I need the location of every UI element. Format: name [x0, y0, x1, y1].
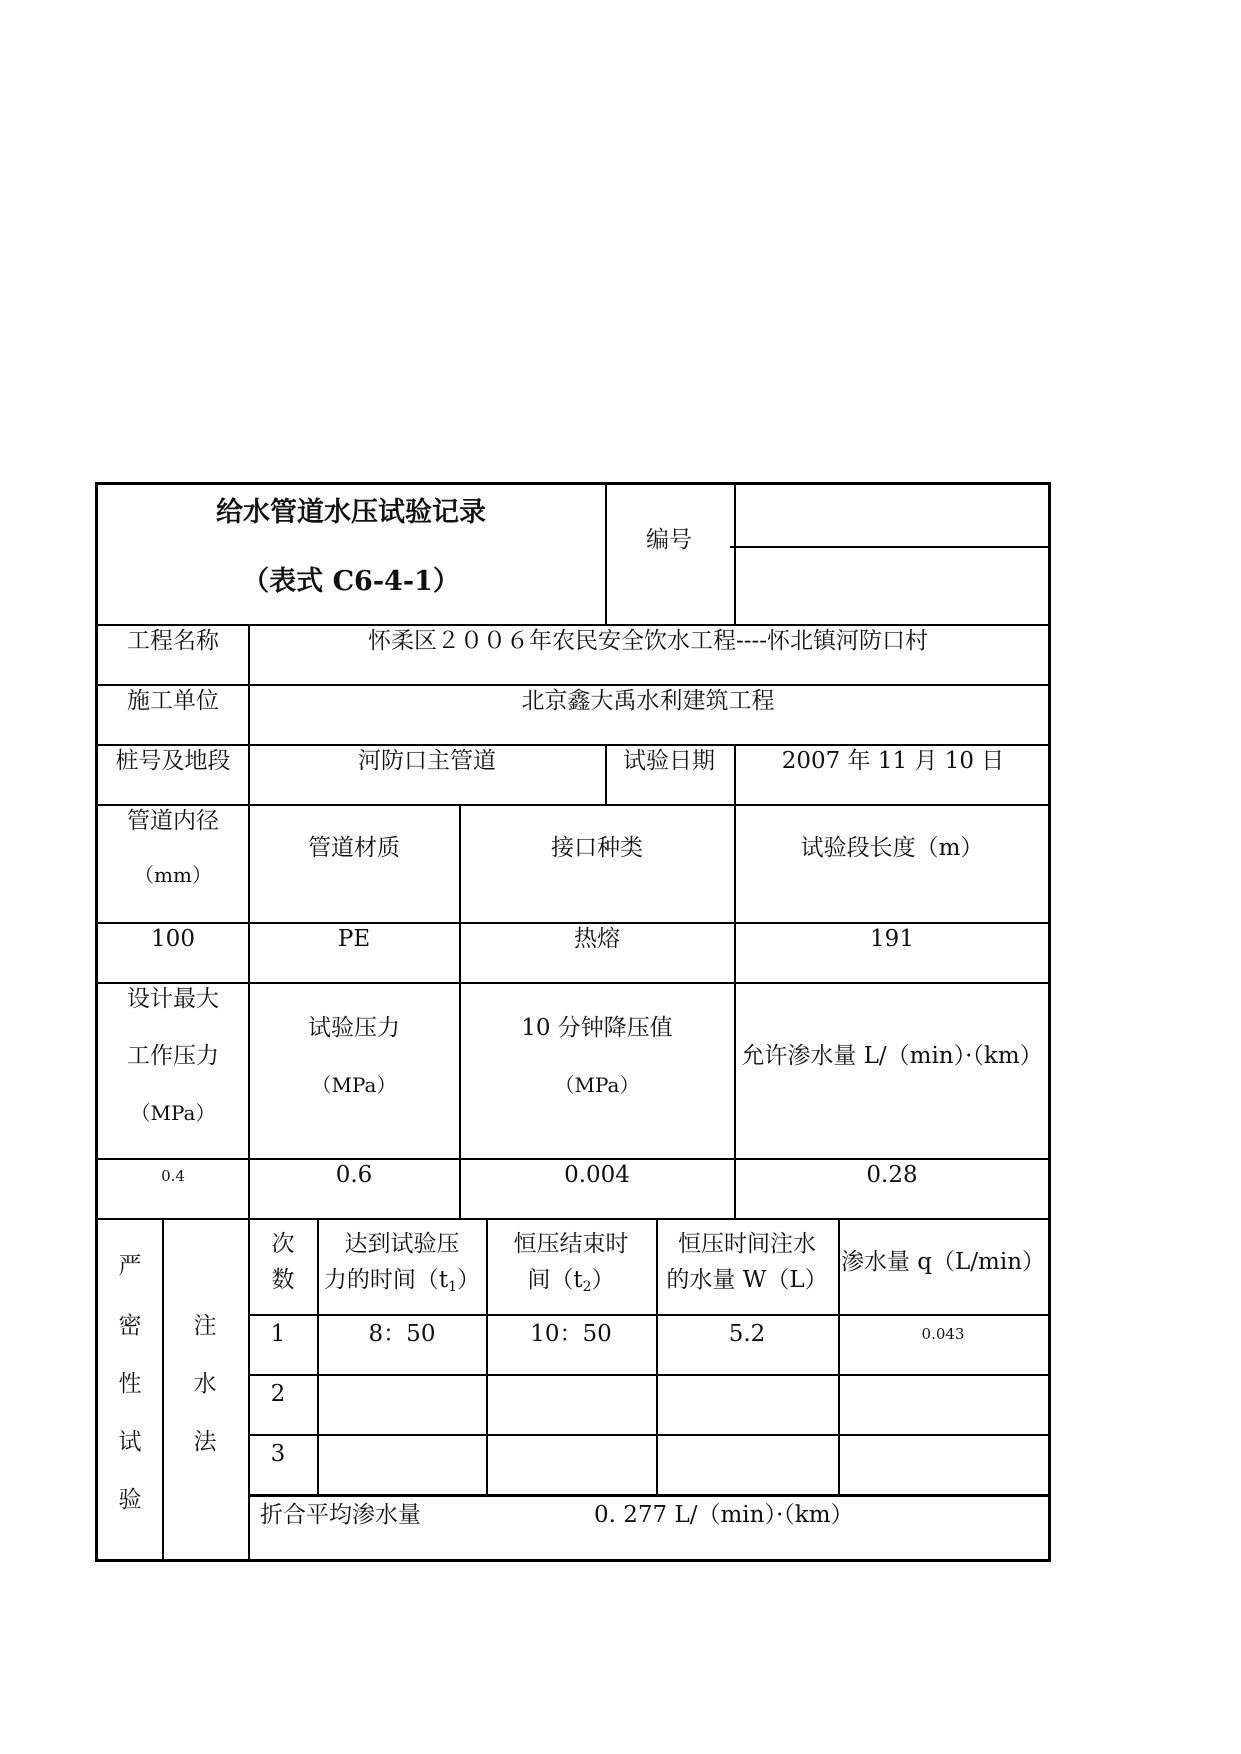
row-line: [249, 1494, 1048, 1497]
row-t2: 10：50: [530, 1321, 612, 1347]
test-length-value: 191: [870, 926, 914, 952]
count-header-2: 数: [271, 1267, 295, 1293]
test-pressure-unit: （MPa）: [311, 1073, 397, 1097]
row-line: [249, 1434, 1048, 1436]
t2-header-2: 间$(t_2)$: [527, 1267, 615, 1295]
construction-unit-value: 北京鑫大禹水利建筑工程: [521, 688, 775, 714]
row-number: 2: [270, 1381, 286, 1407]
pipe-diameter-label: 管道内径: [127, 808, 219, 834]
pressure-drop-value: 0.004: [564, 1162, 630, 1188]
joint-type-label: 接口种类: [551, 835, 643, 861]
method-label-char: 法: [193, 1429, 217, 1455]
form-title: 给水管道水压试验记录: [216, 497, 486, 528]
col-line: [734, 804, 736, 1218]
section-value: 河防口主管道: [358, 748, 496, 774]
col-line: [656, 1218, 658, 1495]
average-seepage-value: 0. 277 L/（min）·（km）: [594, 1502, 854, 1528]
allowed-seepage-value: 0.28: [866, 1162, 918, 1188]
row-line: [98, 1158, 1048, 1160]
pressure-test-record-form: [95, 482, 1051, 1562]
design-pressure-unit: （MPa）: [130, 1101, 216, 1125]
q-header: 渗水量 q（L/min）: [840, 1249, 1046, 1275]
col-line: [605, 485, 607, 624]
form-code: （表式 C6-4-1）: [242, 566, 460, 597]
pipe-material-label: 管道材质: [308, 835, 400, 861]
t1-header-2: 力的时间$(t_1)$: [323, 1267, 481, 1295]
count-header: 次: [271, 1231, 295, 1257]
test-length-label: 试验段长度（m）: [800, 835, 984, 861]
row-number: 1: [270, 1321, 286, 1347]
allowed-seepage-label: 允许渗水量 L/（min）·（km）: [741, 1043, 1043, 1069]
method-label-char: 水: [193, 1371, 217, 1397]
col-line: [162, 1218, 164, 1559]
col-line: [248, 624, 250, 1559]
row-line: [98, 1218, 1048, 1220]
t2-header: 恒压结束时: [513, 1231, 629, 1257]
t1-header: 达到试验压: [344, 1231, 460, 1257]
row-line: [98, 684, 1048, 686]
pipe-material-value: PE: [337, 926, 371, 952]
tightness-label-char: 试: [118, 1429, 142, 1455]
section-label: 桩号及地段: [115, 748, 231, 774]
row-t1: 8：50: [368, 1321, 436, 1347]
pressure-drop-unit: （MPa）: [554, 1073, 640, 1097]
test-date-value: 2007 年 11 月 10 日: [781, 748, 1005, 774]
row-line: [98, 982, 1048, 984]
project-name-value: 怀柔区２００６年农民安全饮水工程----怀北镇河防口村: [367, 628, 929, 654]
row-w: 5.2: [728, 1321, 766, 1347]
row-line: [98, 624, 1048, 626]
construction-unit-label: 施工单位: [127, 688, 219, 714]
col-line: [605, 744, 607, 804]
pressure-drop-label: 10 分钟降压值: [521, 1015, 673, 1041]
tightness-label-char: 性: [118, 1371, 142, 1397]
w-header-2: 的水量 W（L）: [666, 1267, 828, 1293]
design-pressure-value: 0.4: [161, 1167, 185, 1185]
tightness-label-char: 密: [118, 1313, 142, 1339]
col-line: [734, 744, 736, 804]
row-number: 3: [270, 1441, 286, 1467]
project-name-label: 工程名称: [127, 628, 219, 654]
col-line: [486, 1218, 488, 1495]
number-divider-line: [730, 546, 1048, 548]
design-pressure-label-2: 工作压力: [127, 1043, 219, 1069]
pipe-diameter-unit: （mm）: [134, 863, 212, 887]
row-q: 0.043: [921, 1325, 965, 1343]
joint-type-value: 热熔: [574, 926, 620, 952]
row-line: [249, 1374, 1048, 1376]
col-line: [734, 485, 736, 624]
col-line: [838, 1218, 840, 1495]
average-seepage-label: 折合平均渗水量: [260, 1502, 421, 1528]
row-line: [249, 1314, 1048, 1316]
tightness-label-char: 验: [118, 1487, 142, 1513]
number-label: 编号: [646, 527, 692, 553]
design-pressure-label: 设计最大: [127, 986, 219, 1012]
w-header: 恒压时间注水: [678, 1231, 816, 1257]
tightness-label-char: 严: [118, 1253, 142, 1279]
test-pressure-value: 0.6: [335, 1162, 373, 1188]
col-line: [317, 1218, 319, 1495]
row-line: [98, 744, 1048, 746]
method-label-char: 注: [193, 1313, 217, 1339]
row-line: [98, 922, 1048, 924]
row-line: [98, 804, 1048, 806]
pipe-diameter-value: 100: [151, 926, 195, 952]
test-date-label: 试验日期: [623, 748, 715, 774]
test-pressure-label: 试验压力: [308, 1015, 400, 1041]
col-line: [459, 804, 461, 1218]
